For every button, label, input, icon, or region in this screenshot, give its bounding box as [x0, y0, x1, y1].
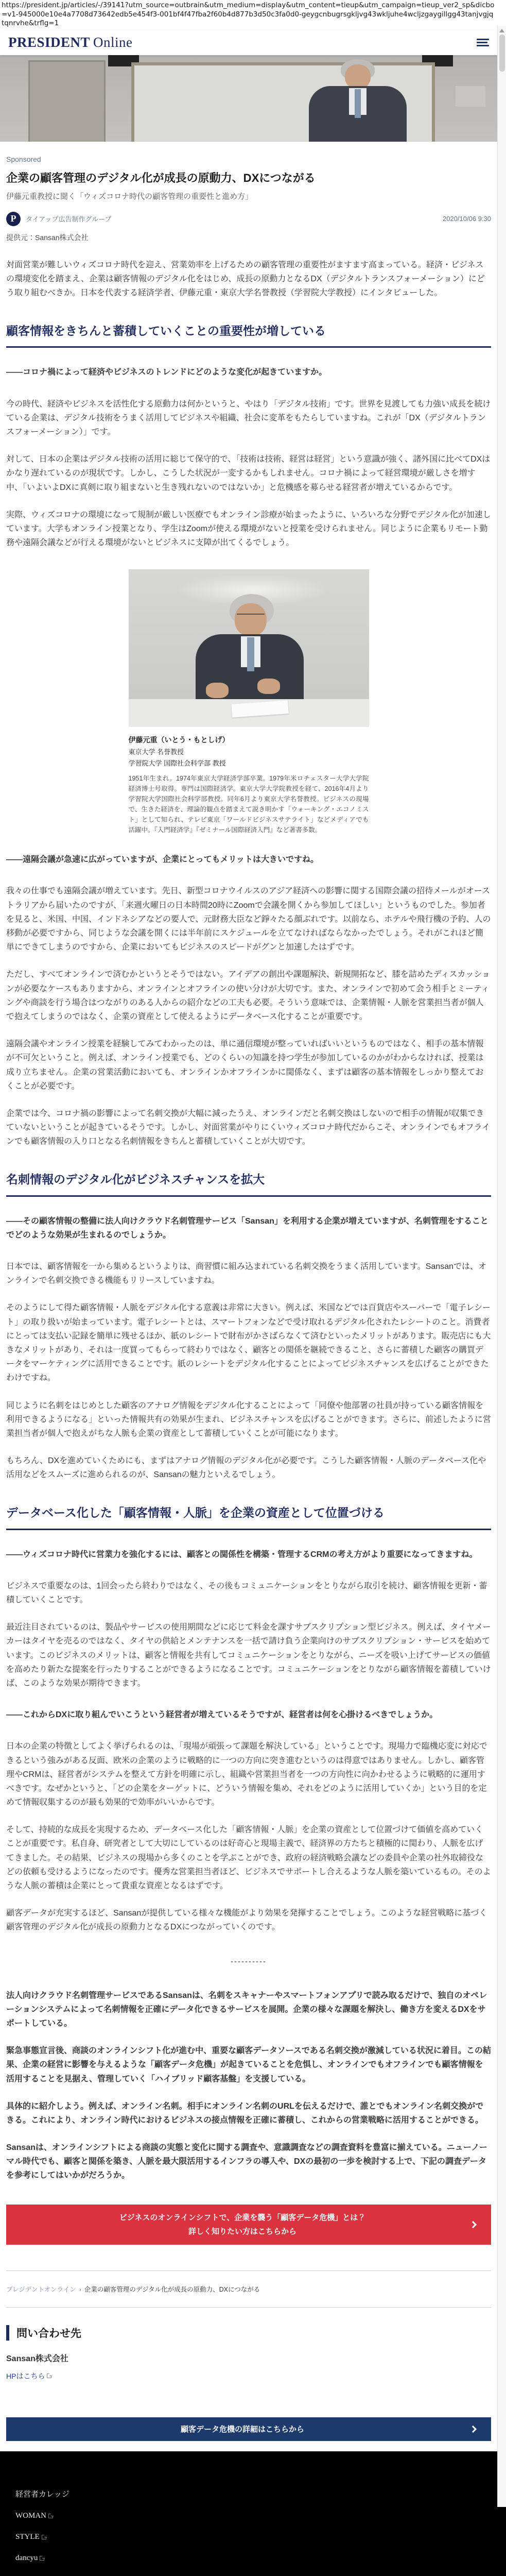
- article-body: [0, 155, 497, 2441]
- breadcrumb-separator: ›: [79, 2286, 81, 2293]
- section-divider: ----------: [6, 1957, 491, 1966]
- section-heading-3: データベース化した「顧客情報・人脈」を企業の資産として位置づける: [6, 1504, 491, 1530]
- article-title: 企業の顧客管理のデジタル化が成長の原動力、DXにつながる: [6, 170, 491, 187]
- paragraph: 企業では今、コロナ禍の影響によって名刺交換が大幅に減ったうえ、オンラインだと名刺交換はしないので相手の情報が収集できていないということが起きているそうです。しかし、対面営業がやりにくいウィズコロナ時代だからこそ、オンラインでもオフラインでも顧客情報の入り口となる名刺情報をきちんと蓄積していくことが大切です。: [6, 1107, 491, 1149]
- external-link-icon: [42, 2535, 46, 2539]
- footer-link-style[interactable]: STYLE: [15, 2533, 46, 2541]
- external-link-icon: [48, 2514, 53, 2518]
- paragraph: 今の時代、経済やビジネスを活性化する原動力は何かというと、やはり「デジタル技術」です。世界を見渡しても力強い成長を続けている企業は、デジタル技術をうまく活用してビジネスや組織、社会に変革をもたらしていますね。これが「DX（デジタルトランスフォーメーション）」です。: [6, 397, 491, 439]
- paragraph: そのようにして得た顧客情報・人脈をデジタル化する意義は非常に大きい。例えば、米国などでは百貨店やスーパーで「電子レシート」の取り扱いが始まっています。電子レシートとは、スマートフォンなどで受け取れるデジタル化されたレシートのこと。消費者にとっては支払い記録を簡単に残せるほか、紙のレシートで財布がかさばらなくて済むといったメリットがあります。販売店にも大きなメリットがあり、それは一度買ってもらって終わりではなく、顧客との関係を継続できること、さらに蓄積した顧客の購買データをマーケティングに活用できることです。紙のレシートをデジタル化することによってビジネスチャンスを広げることができたわけですね。: [6, 1301, 491, 1385]
- site-header: [0, 30, 497, 55]
- byline: [6, 212, 491, 226]
- banner-text: [14, 2211, 470, 2239]
- promo-paragraph: Sansanは、オンラインシフトによる商談の実態と変化に関する調査や、意識調査などの調査資料を豊富に揃えている。ニューノーマル時代でも、顧客と関係を築き、人脈を最大限活用するインフラの導入や、DXの最初の一歩を検討する上で、下記の調査データを参考にしてはいかがだろうか。: [6, 2141, 491, 2183]
- professor-portrait-image: [129, 569, 369, 727]
- caption-name: 伊藤元重（いとう・もとしげ）: [129, 734, 369, 747]
- logo-president: PRESIDENT: [8, 35, 90, 50]
- breadcrumb: [6, 2271, 491, 2307]
- external-link-icon: [47, 2374, 51, 2378]
- caption-role-2: 学習院大学 国際社会科学部 教授: [129, 758, 369, 769]
- paragraph: 日本では、顧客情報を一から集めるというよりは、商習慣に組み込まれている名刺交換をうまく活用しています。Sansanでは、オンラインで名刺交換できる機能もリリースしていますね。: [6, 1260, 491, 1287]
- footer-link-woman[interactable]: WOMAN: [15, 2512, 53, 2520]
- promo-paragraph: 緊急事態宣言後、商談のオンラインシフト化が進む中、重要な顧客データソースである名刺交換が激減している状況に着目。この結果、企業の経営に影響を与えるような「顧客データ危機」が起きていることを危惧し、オンラインでもオフラインでも顧客情報を活用することを見据え、管理していく「ハイブリッド顧客基盤」を支援している。: [6, 2044, 491, 2086]
- customer-data-crisis-banner[interactable]: [6, 2205, 491, 2245]
- professor-portrait-figure: [129, 569, 369, 835]
- sponsored-label: Sponsored: [6, 155, 491, 163]
- interview-question: ――コロナ禍によって経済やビジネスのトレンドにどのような変化が起きていますか。: [6, 365, 491, 379]
- external-link-icon: [40, 2556, 44, 2561]
- paragraph: 顧客データが充実するほど、Sansanが提供している様々な機能がより効果を発揮することでしょう。このような経営戦略に基づく顧客管理のデジタル化が成長の原動力となるDXにつながっていくのです。: [6, 1906, 491, 1934]
- caption-bio: 1951年生まれ。1974年東京大学経済学部卒業。1979年米ロチェスター大学大学院経済博士号取得。専門は国際経済学。東京大学大学院教授を経て、2016年4月より学習院大学国際社会科学部教授。同年6月より東京大学名誉教授。ビジネスの現場で、生きた経済を、理論的観点を踏まえて説き明かす「ウォーキング・エコノミスト」として知られ、テレビ東京「ワールドビジネスサテライト」などメディアでも活躍中。『入門経済学』『ゼミナール国際経済入門』など著書多数。: [129, 773, 369, 835]
- paragraph: もちろん、DXを進めていくためにも、まずはアナログ情報のデジタル化が必要です。こうした顧客情報・人脈のデータベース化や活用などをスムーズに進められるのが、Sansanの魅力といえるでしょう。: [6, 1454, 491, 1482]
- interview-question: ――これからDXに取り組んでいこうという経営者が増えているそうですが、経営者は何を心掛けるべきでしょうか。: [6, 1708, 491, 1722]
- paragraph: 日本の企業の特徴としてよく挙げられるのは、「現場が頑張って課題を解決している」ということです。現場力で臨機応変に対応できるという強みがある反面、欧米の企業のように戦略的に一つの方向に突き進むというのは得意ではありません。しかし、顧客管理やCRMは、経営者がシステムを整えて方針を明確に示し、組織や営業担当者を一つの方向性に向かわせるように戦略的に運用すべきです。なぜかというと、「どの企業をターゲットに、どういう情報を集め、それをどのように活用していくか」という目的を定めて情報収集するのが最も効果的で効率がいいからです。: [6, 1739, 491, 1809]
- breadcrumb-home-link[interactable]: プレジデントオンライン: [6, 2286, 76, 2293]
- crisis-detail-button[interactable]: [6, 2417, 491, 2441]
- lead-paragraph: 対面営業が難しいウィズコロナ時代を迎え、営業効率を上げるための顧客管理の重要性がますます高まっている。経済・ビジネスの環境変化を踏まえ、企業は顧客情報のデジタル化をはじめ、成長の原動力となるDX（デジタルトランスフォーメーション）にどう取り組むべきか。日本を代表する経済学者、伊藤元重・東京大学名誉教授（学習院大学教授）にインタビューした。: [6, 258, 491, 300]
- provider-credit: 提供元：Sansan株式会社: [6, 232, 491, 243]
- footer-link-keieisha-college[interactable]: 経営者カレッジ: [15, 2488, 69, 2499]
- portrait-caption: [129, 734, 369, 835]
- section-heading-1: 顧客情報をきちんと蓄積していくことの重要性が増している: [6, 323, 491, 348]
- author-avatar[interactable]: P: [6, 212, 21, 226]
- paragraph: 対して、日本の企業はデジタル技術の活用に総じて保守的で、「技術は技術、経営は経営」という意識が強く、諸外国に比べてDXはかなり遅れているのが現状です。しかし、こうした状況が一変するかもしれません。コロナ禍によって経営環境が厳しさを増す中、「いよいよDXに真剣に取り組まないと生き残れないのではないか」と危機感を募らせる経営者が増えているからです。: [6, 452, 491, 495]
- site-footer: [0, 2451, 506, 2576]
- interview-question: ――遠隔会議が急速に広がっていますが、企業にとってもメリットは大きいですね。: [6, 853, 491, 867]
- hero-image: [0, 55, 497, 142]
- section-heading-2: 名刺情報のデジタル化がビジネスチャンスを拡大: [6, 1171, 491, 1196]
- contact-company: Sansan株式会社: [6, 2352, 491, 2364]
- paragraph: 同じように名刺をはじめとした顧客のアナログ情報をデジタル化することによって「同僚や他部署の社員が持っている顧客情報を利用できるようになる」といった情報共有の効果が生まれ、ビジネスチャンスを広げることができます。さらに、前述したように営業担当者が個人で抱えがちな人脈も企業の資産として蓄積していくことが可能になります。: [6, 1399, 491, 1441]
- hp-link-label: HPはこちら: [6, 2371, 45, 2381]
- caption-role-1: 東京大学 名誉教授: [129, 747, 369, 758]
- paragraph: 我々の仕事でも遠隔会議が増えています。先日、新型コロナウイルスのアジア経済への影響に関する国際会議の招待メールがオーストラリアから届いたのですが、「来週火曜日の日本時間20時にZoomで会議を開くから参加してほしい」というものでした。参加者を見ると、米国、中国、インドネシアなどの要人で、元財務大臣など錚々たる顔ぶれです。以前なら、ホテルや飛行機の予約、人の移動が必要ですから、同じような会議を開くには半年前にスケジュールを立てなければならなかったでしょう。それがこれほど簡単にできてしまうのですから、企業においてもビジネスのスピードがグンと加速したはずです。: [6, 884, 491, 954]
- publish-date: 2020/10/06 9:30: [443, 215, 491, 223]
- chevron-right-icon: [469, 2221, 477, 2228]
- page-url-text: https://president.jp/articles/-/39141?utm_source=outbrain&utm_medium=display&utm_content=tieup&utm_campaign=tieup_ver2_sp&dicbo=v1-945000e10e4a7708d73642edb5e454f3-001bf4f47fba2f60b4d877b3d50c3fa0d0-geygcnbugrsgkljvg43wkljuhe4wcljzgaygillgg43tanjvgjqtqnrvhe&trflg=1: [0, 0, 497, 30]
- chevron-right-icon: [469, 2426, 477, 2433]
- banner-line-2: 詳しく知りたい方はこちらから: [14, 2225, 470, 2239]
- article-subtitle: 伊藤元重教授に聞く「ウィズコロナ時代の顧客管理の重要性と進め方」: [6, 191, 491, 201]
- contact-heading: 問い合わせ先: [6, 2325, 491, 2341]
- banner-line-1: ビジネスのオンラインシフトで、企業を襲う「顧客データ危機」とは？: [14, 2211, 470, 2225]
- promo-paragraph: 具体的に紹介しよう。例えば、オンライン名刺。相手にオンライン名刺のURLを伝えるだけで、誰とでもオンライン名刺交換ができる。これにより、オンライン時代におけるビジネスの接点情報を正確に蓄積し、これからの営業戦略に活用することができる。: [6, 2099, 491, 2127]
- breadcrumb-current-page: 企業の顧客管理のデジタル化が成長の原動力、DXにつながる: [84, 2286, 260, 2293]
- interview-question: ――その顧客情報の整備に法人向けクラウド名刺管理サービス「Sansan」を利用する企業が増えていますが、名刺管理をすることでどのような効果が生まれるのでしょうか。: [6, 1214, 491, 1242]
- scrollbar-track[interactable]: [497, 26, 506, 2507]
- contact-section: [6, 2325, 491, 2400]
- hamburger-menu-icon[interactable]: [477, 36, 489, 49]
- author-name[interactable]: タイアップ広告制作グループ: [26, 214, 111, 224]
- paragraph: そして、持続的な成長を実現するため、データベース化した「顧客情報・人脈」を企業の資産として位置づけて価値を高めていくことが重要です。私自身、研究者として大切にしているのは好奇心と現場主義で、経済界の方たちと積極的に関わり、人脈を広げてきました。その結果、ビジネスの現場から多くのことを学ぶことができ、政府の経済戦略会議などの委員や企業の社外取締役などの依頼も受けるようになったのです。優秀な営業担当者ほど、ビジネスでサポートし合えるような人脈を築いているもの。そのような人脈の蓄積は企業にとって貴重な資産となるはずです。: [6, 1823, 491, 1893]
- paragraph: 実際、ウィズコロナの環境になって規制が厳しい医療でもオンライン診療が始まったように、いろいろな分野でデジタル化が加速しています。大学もオンライン授業となり、学生はZoomが使える環境がないと授業を受けられません。同じように企業もリモート勤務や遠隔会議などが行える環境がないとビジネスに支障が出てくるでしょう。: [6, 508, 491, 550]
- footer-link-dancyu[interactable]: dancyu: [15, 2554, 44, 2563]
- paragraph: 遠隔会議やオンライン授業を経験してみてわかったのは、単に通信環境が整っていればいいというものではなく、相手の基本情報が不可欠ということ。例えば、オンライン授業でも、どのくらいの知識を持つ学生が参加しているのかがわからなければ、授業は成り立ちません。企業の営業活動においても、オンラインかオフラインかに関係なく、まずは顧客の基本情報をしっかり整えておくことが必要です。: [6, 1037, 491, 1093]
- scrollbar-up-arrow-icon[interactable]: [499, 29, 504, 32]
- logo-online: Online: [93, 35, 133, 50]
- paragraph: ただし、すべてオンラインで済むかというとそうではない。アイデアの創出や課題解決、新規開拓など、膝を詰めたディスカッションが必要なケースもありますから、オンラインとオフラインの使い分けが大切です。また、オンラインで初めて会う相手とミーティングや商談を行う場合はつながりのある人からの紹介などの工夫も必要。そういう意味では、企業情報・人脈を営業担当者が個人で抱えてしまうのではなく、企業の資産として使えるようにデータベース化することが重要です。: [6, 968, 491, 1024]
- president-online-logo[interactable]: [8, 35, 133, 50]
- scrollbar-thumb[interactable]: [499, 35, 505, 72]
- divider-line: [6, 2307, 491, 2308]
- paragraph: ビジネスで重要なのは、1回会ったら終わりではなく、その後もコミュニケーションをとりながら取引を続け、顧客情報を更新・蓄積していくことです。: [6, 1579, 491, 1607]
- interview-question: ――ウィズコロナ時代に営業力を強化するには、顧客との関係性を構築・管理するCRMの考え方がより重要になってきますね。: [6, 1548, 491, 1562]
- company-hp-link[interactable]: [6, 2371, 51, 2381]
- paragraph: 最近注目されているのは、製品やサービスの使用期間などに応じて料金を課すサブスクリプション型ビジネス。例えば、タイヤメーカーはタイヤを売るのではなく、タイヤの供給とメンテナンスを一括で請け負う企業向けのサブスクリプション・サービスを始めています。このビジネスのメリットは、顧客と情報を共有してコミュニケーションをとりながら、ニーズを吸い上げてサービスの価値を高めたり新たな提案を行ったりすることができるようになることです。コミュニケーションをとりながら顧客情報を蓄積していけば、このような効果が期待できます。: [6, 1620, 491, 1690]
- navy-button-label: 顧客データ危機の詳細はこちらから: [14, 2424, 470, 2434]
- promo-paragraph: 法人向けクラウド名刺管理サービスであるSansanは、名刺をスキャナーやスマートフォンアプリで読み取るだけで、独自のオペレーションシステムによって名刺情報を正確にデータ化できるサービスを展開。企業の様々な課題を解決し、働き方を変えるDXをサポートしている。: [6, 1989, 491, 2031]
